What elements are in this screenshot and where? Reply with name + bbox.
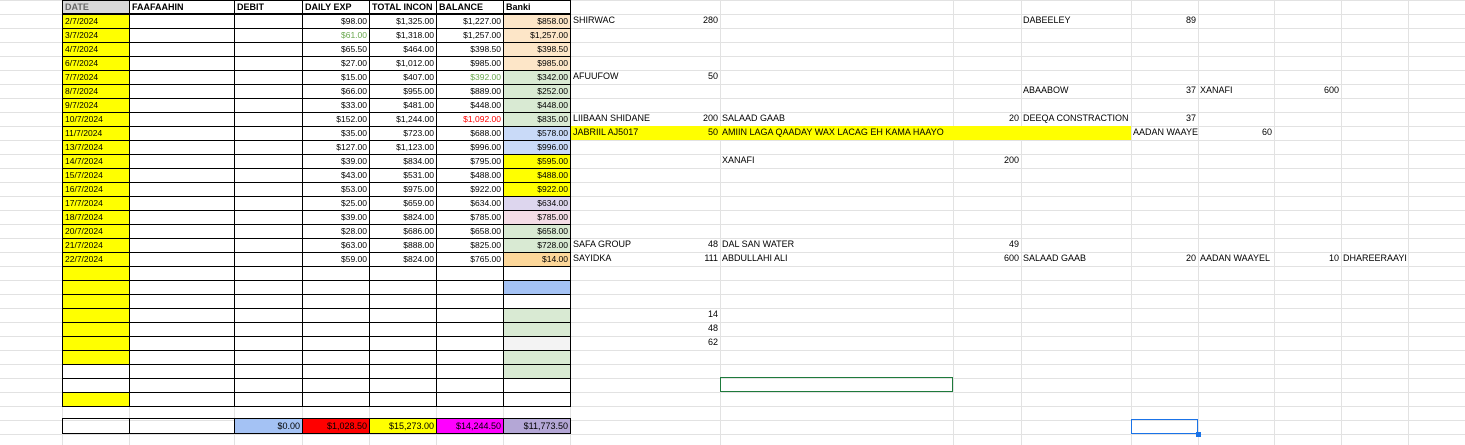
cell-faafaahin[interactable] (129, 168, 235, 183)
cell-date[interactable]: 16/7/2024 (62, 182, 130, 197)
note-sum-a[interactable]: 14 (707, 309, 718, 319)
cell-balance[interactable]: $889.00 (436, 84, 504, 99)
note-dhareeraayi-label[interactable]: DHAREERAAYI (1343, 253, 1407, 263)
cell-daily-exp[interactable]: $43.00 (302, 168, 370, 183)
cell-date[interactable]: 9/7/2024 (62, 98, 130, 113)
note-afuufow-value[interactable]: 50 (707, 71, 718, 81)
cell-banki[interactable]: $922.00 (503, 182, 571, 197)
cell-daily-exp[interactable]: $63.00 (302, 238, 370, 253)
header-banki[interactable]: Banki (503, 0, 571, 14)
cell-banki[interactable] (503, 378, 571, 393)
note-salaad-label[interactable]: SALAAD GAAB (722, 113, 786, 123)
cell-daily-exp[interactable] (302, 322, 370, 337)
cell-faafaahin[interactable] (129, 28, 235, 43)
cell-banki[interactable] (503, 336, 571, 351)
cell-faafaahin[interactable] (129, 70, 235, 85)
cell-faafaahin[interactable] (129, 364, 235, 379)
cell-faafaahin[interactable] (129, 378, 235, 393)
cell-daily-exp[interactable]: $65.50 (302, 42, 370, 57)
cell-balance[interactable]: $1,257.00 (436, 28, 504, 43)
cell-faafaahin[interactable] (129, 210, 235, 225)
cell-date[interactable]: 15/7/2024 (62, 168, 130, 183)
note-dalsan-label[interactable]: DAL SAN WATER (722, 239, 795, 249)
cell-total-income[interactable]: $464.00 (369, 42, 437, 57)
cell-banki[interactable] (503, 266, 571, 281)
cell-daily-exp[interactable] (302, 266, 370, 281)
note-xanafi-top-label[interactable]: XANAFI (1200, 85, 1233, 95)
cell-banki[interactable]: $858.00 (503, 14, 571, 29)
header-faafaahin[interactable]: FAAFAAHIN (129, 0, 235, 14)
cell-daily-exp[interactable]: $53.00 (302, 182, 370, 197)
cell-date[interactable] (62, 322, 130, 337)
cell-daily-exp[interactable] (302, 336, 370, 351)
cell-total-income[interactable] (369, 322, 437, 337)
cell-faafaahin[interactable] (129, 308, 235, 323)
cell-faafaahin[interactable] (129, 336, 235, 351)
cell-debit[interactable] (234, 210, 303, 225)
note-dabeeley-value[interactable]: 89 (1185, 15, 1196, 25)
cell-debit[interactable] (234, 266, 303, 281)
cell-total-income[interactable]: $824.00 (369, 210, 437, 225)
cell-date[interactable] (62, 392, 130, 407)
cell-date[interactable]: 13/7/2024 (62, 140, 130, 155)
cell-debit[interactable] (234, 252, 303, 267)
note-safa-label[interactable]: SAFA GROUP (573, 239, 632, 249)
cell-date[interactable] (62, 364, 130, 379)
note-afuufow-label[interactable]: AFUUFOW (573, 71, 619, 81)
cell-total-income[interactable]: $407.00 (369, 70, 437, 85)
cell-total-income[interactable] (369, 308, 437, 323)
cell-daily-exp[interactable] (302, 378, 370, 393)
cell-daily-exp[interactable] (302, 308, 370, 323)
cell-date[interactable] (62, 378, 130, 393)
cell-banki[interactable]: $985.00 (503, 56, 571, 71)
note-deeqa-label[interactable]: DEEQA CONSTRACTION (1023, 113, 1129, 123)
cell-banki[interactable]: $448.00 (503, 98, 571, 113)
cell-banki[interactable]: $658.00 (503, 224, 571, 239)
cell-banki[interactable]: $835.00 (503, 112, 571, 127)
cell-faafaahin[interactable] (129, 350, 235, 365)
cell-total-income[interactable]: $824.00 (369, 252, 437, 267)
cell-daily-exp[interactable]: $98.00 (302, 14, 370, 29)
cell-balance[interactable]: $448.00 (436, 98, 504, 113)
cell-total-income[interactable]: $531.00 (369, 168, 437, 183)
cell-date[interactable]: 10/7/2024 (62, 112, 130, 127)
cell-faafaahin[interactable] (129, 14, 235, 29)
cell-faafaahin[interactable] (129, 154, 235, 169)
cell-balance[interactable] (436, 266, 504, 281)
cell-debit[interactable] (234, 280, 303, 295)
cell-banki[interactable]: $488.00 (503, 168, 571, 183)
note-liibaan-label[interactable]: LIIBAAN SHIDANE (573, 113, 651, 123)
cell-debit[interactable] (234, 140, 303, 155)
note-xanafi-top-value[interactable]: 600 (1323, 85, 1339, 95)
cell-balance[interactable] (436, 378, 504, 393)
cell-date[interactable]: 7/7/2024 (62, 70, 130, 85)
cell-debit[interactable] (234, 126, 303, 141)
cell-daily-exp[interactable]: $27.00 (302, 56, 370, 71)
cell-banki[interactable] (503, 280, 571, 295)
cell-daily-exp[interactable] (302, 350, 370, 365)
cell-date[interactable]: 6/7/2024 (62, 56, 130, 71)
cell-balance[interactable]: $392.00 (436, 70, 504, 85)
cell-debit[interactable] (234, 364, 303, 379)
cell-total-income[interactable]: $659.00 (369, 196, 437, 211)
cell-date[interactable] (62, 308, 130, 323)
cell-daily-exp[interactable]: $33.00 (302, 98, 370, 113)
header-total-income[interactable]: TOTAL INCON (369, 0, 437, 14)
cell-balance[interactable] (436, 294, 504, 309)
cell-outline-green[interactable] (720, 377, 953, 392)
cell-balance[interactable]: $996.00 (436, 140, 504, 155)
note-abdullahi-label[interactable]: ABDULLAHI ALI (722, 253, 788, 263)
cell-banki[interactable]: $634.00 (503, 196, 571, 211)
cell-debit[interactable] (234, 294, 303, 309)
cell-date[interactable] (62, 280, 130, 295)
cell-debit[interactable] (234, 308, 303, 323)
cell-banki[interactable] (503, 322, 571, 337)
cell-daily-exp[interactable]: $61.00 (302, 28, 370, 43)
note-sum-c[interactable]: 62 (707, 337, 718, 347)
gridline (0, 434, 1465, 435)
cell-daily-exp[interactable]: $39.00 (302, 210, 370, 225)
note-abaabow-label[interactable]: ABAABOW (1023, 85, 1069, 95)
note-sayidka-value[interactable]: 111 (704, 253, 718, 263)
fill-handle[interactable] (1196, 432, 1201, 437)
cell-balance[interactable]: $398.50 (436, 42, 504, 57)
note-xanafi-label[interactable]: XANAFI (722, 155, 755, 165)
note-sayidka-label[interactable]: SAYIDKA (573, 253, 612, 263)
cell-total-income[interactable]: $1,012.00 (369, 56, 437, 71)
active-cell-selection[interactable] (1131, 419, 1198, 434)
cell-banki[interactable]: $1,257.00 (503, 28, 571, 43)
cell-balance[interactable] (436, 364, 504, 379)
cell-faafaahin[interactable] (129, 294, 235, 309)
cell-total-income[interactable] (369, 266, 437, 281)
cell-date[interactable] (62, 336, 130, 351)
cell-date[interactable]: 18/7/2024 (62, 210, 130, 225)
cell-total-income[interactable]: $723.00 (369, 126, 437, 141)
total-income[interactable]: $15,273.00 (369, 418, 437, 434)
cell-banki[interactable] (503, 392, 571, 407)
note-salaad-value[interactable]: 20 (1008, 113, 1019, 123)
cell-total-income[interactable]: $834.00 (369, 154, 437, 169)
cell-debit[interactable] (234, 14, 303, 29)
totals-date-cell[interactable] (62, 418, 130, 434)
cell-date[interactable]: 8/7/2024 (62, 84, 130, 99)
cell-date[interactable]: 21/7/2024 (62, 238, 130, 253)
cell-date[interactable] (62, 266, 130, 281)
cell-debit[interactable] (234, 182, 303, 197)
cell-balance[interactable] (436, 392, 504, 407)
header-daily-exp[interactable]: DAILY EXP (302, 0, 370, 14)
cell-faafaahin[interactable] (129, 112, 235, 127)
cell-daily-exp[interactable]: $152.00 (302, 112, 370, 127)
cell-balance[interactable]: $825.00 (436, 238, 504, 253)
cell-total-income[interactable]: $975.00 (369, 182, 437, 197)
cell-balance[interactable]: $765.00 (436, 252, 504, 267)
cell-date[interactable]: 2/7/2024 (62, 14, 130, 29)
cell-debit[interactable] (234, 322, 303, 337)
cell-debit[interactable] (234, 28, 303, 43)
cell-date[interactable]: 3/7/2024 (62, 28, 130, 43)
cell-faafaahin[interactable] (129, 266, 235, 281)
note-salaad2-label[interactable]: SALAAD GAAB (1023, 253, 1087, 263)
cell-banki[interactable]: $342.00 (503, 70, 571, 85)
cell-debit[interactable] (234, 168, 303, 183)
cell-banki[interactable]: $996.00 (503, 140, 571, 155)
cell-daily-exp[interactable]: $15.00 (302, 70, 370, 85)
cell-balance[interactable] (436, 336, 504, 351)
note-salaad2-value[interactable]: 20 (1185, 253, 1196, 263)
cell-debit[interactable] (234, 98, 303, 113)
cell-total-income[interactable]: $481.00 (369, 98, 437, 113)
cell-balance[interactable] (436, 308, 504, 323)
cell-total-income[interactable]: $1,244.00 (369, 112, 437, 127)
cell-date[interactable] (62, 350, 130, 365)
cell-debit[interactable] (234, 112, 303, 127)
cell-balance[interactable]: $1,092.00 (436, 112, 504, 127)
cell-balance[interactable]: $634.00 (436, 196, 504, 211)
note-dabeeley-label[interactable]: DABEELEY (1023, 15, 1071, 25)
note-aadanw-label[interactable]: AADAN WAAYEL (1200, 253, 1271, 263)
cell-total-income[interactable] (369, 378, 437, 393)
cell-date[interactable]: 17/7/2024 (62, 196, 130, 211)
cell-daily-exp[interactable]: $35.00 (302, 126, 370, 141)
total-banki[interactable]: $11,773.50 (503, 418, 571, 434)
cell-banki[interactable]: $398.50 (503, 42, 571, 57)
cell-date[interactable]: 22/7/2024 (62, 252, 130, 267)
totals-faafaahin-cell[interactable] (129, 418, 235, 434)
cell-balance[interactable] (436, 350, 504, 365)
cell-daily-exp[interactable]: $25.00 (302, 196, 370, 211)
note-dalsan-value[interactable]: 49 (1008, 239, 1019, 249)
cell-total-income[interactable] (369, 364, 437, 379)
total-daily-exp[interactable]: $1,028.50 (302, 418, 370, 434)
cell-balance[interactable]: $488.00 (436, 168, 504, 183)
cell-balance[interactable]: $1,227.00 (436, 14, 504, 29)
cell-banki[interactable]: $578.00 (503, 126, 571, 141)
cell-faafaahin[interactable] (129, 238, 235, 253)
cell-faafaahin[interactable] (129, 42, 235, 57)
cell-total-income[interactable] (369, 294, 437, 309)
cell-debit[interactable] (234, 392, 303, 407)
cell-faafaahin[interactable] (129, 182, 235, 197)
cell-debit[interactable] (234, 238, 303, 253)
cell-banki[interactable] (503, 308, 571, 323)
total-debit[interactable]: $0.00 (234, 418, 303, 434)
cell-faafaahin[interactable] (129, 196, 235, 211)
header-date[interactable]: DATE (62, 0, 130, 14)
note-jabriil-label[interactable]: JABRIIL AJ5017 (573, 127, 639, 137)
cell-faafaahin[interactable] (129, 322, 235, 337)
cell-daily-exp[interactable] (302, 364, 370, 379)
note-sum-b[interactable]: 48 (707, 323, 718, 333)
cell-debit[interactable] (234, 196, 303, 211)
cell-debit[interactable] (234, 56, 303, 71)
cell-faafaahin[interactable] (129, 280, 235, 295)
cell-debit[interactable] (234, 84, 303, 99)
note-shirwac-label[interactable]: SHIRWAC (573, 15, 616, 25)
note-aadan-value[interactable]: 60 (1261, 127, 1272, 137)
cell-daily-exp[interactable]: $66.00 (302, 84, 370, 99)
cell-daily-exp[interactable]: $59.00 (302, 252, 370, 267)
cell-banki[interactable]: $252.00 (503, 84, 571, 99)
note-abaabow-value[interactable]: 37 (1185, 85, 1196, 95)
note-liibaan-value[interactable]: 200 (702, 113, 718, 123)
cell-total-income[interactable]: $1,318.00 (369, 28, 437, 43)
cell-faafaahin[interactable] (129, 224, 235, 239)
cell-balance[interactable]: $658.00 (436, 224, 504, 239)
cell-balance[interactable]: $795.00 (436, 154, 504, 169)
cell-faafaahin[interactable] (129, 84, 235, 99)
total-balance[interactable]: $14,244.50 (436, 418, 504, 434)
cell-balance[interactable] (436, 322, 504, 337)
cell-total-income[interactable]: $1,325.00 (369, 14, 437, 29)
cell-banki[interactable] (503, 364, 571, 379)
cell-debit[interactable] (234, 350, 303, 365)
note-shirwac-value[interactable]: 280 (702, 15, 718, 25)
cell-date[interactable]: 14/7/2024 (62, 154, 130, 169)
cell-total-income[interactable]: $1,123.00 (369, 140, 437, 155)
cell-banki[interactable]: $595.00 (503, 154, 571, 169)
cell-date[interactable]: 4/7/2024 (62, 42, 130, 57)
note-jabriil-value[interactable]: 50 (707, 127, 718, 137)
cell-faafaahin[interactable] (129, 98, 235, 113)
cell-daily-exp[interactable] (302, 294, 370, 309)
note-deeqa-value[interactable]: 37 (1185, 113, 1196, 123)
cell-date[interactable]: 11/7/2024 (62, 126, 130, 141)
cell-date[interactable] (62, 294, 130, 309)
cell-banki[interactable]: $785.00 (503, 210, 571, 225)
note-aadanw-value[interactable]: 10 (1328, 253, 1339, 263)
note-abdullahi-value[interactable]: 600 (1003, 253, 1019, 263)
cell-total-income[interactable] (369, 336, 437, 351)
cell-total-income[interactable] (369, 350, 437, 365)
cell-faafaahin[interactable] (129, 140, 235, 155)
cell-debit[interactable] (234, 154, 303, 169)
cell-balance[interactable] (436, 280, 504, 295)
note-amiin-label[interactable]: AMIIN LAGA QAADAY WAX LACAG EH KAMA HAAYO (722, 127, 944, 137)
cell-date[interactable]: 20/7/2024 (62, 224, 130, 239)
cell-daily-exp[interactable]: $39.00 (302, 154, 370, 169)
cell-debit[interactable] (234, 224, 303, 239)
note-safa-value[interactable]: 48 (707, 239, 718, 249)
header-balance[interactable]: BALANCE (436, 0, 504, 14)
cell-faafaahin[interactable] (129, 252, 235, 267)
cell-banki[interactable] (503, 350, 571, 365)
cell-faafaahin[interactable] (129, 126, 235, 141)
cell-total-income[interactable] (369, 280, 437, 295)
cell-daily-exp[interactable] (302, 280, 370, 295)
cell-total-income[interactable]: $686.00 (369, 224, 437, 239)
cell-balance[interactable]: $985.00 (436, 56, 504, 71)
cell-balance[interactable]: $785.00 (436, 210, 504, 225)
cell-debit[interactable] (234, 70, 303, 85)
note-xanafi-value[interactable]: 200 (1003, 155, 1019, 165)
cell-banki[interactable] (503, 294, 571, 309)
cell-faafaahin[interactable] (129, 56, 235, 71)
header-debit[interactable]: DEBIT (234, 0, 303, 14)
cell-daily-exp[interactable]: $28.00 (302, 224, 370, 239)
cell-faafaahin[interactable] (129, 392, 235, 407)
cell-daily-exp[interactable]: $127.00 (302, 140, 370, 155)
cell-debit[interactable] (234, 378, 303, 393)
cell-balance[interactable]: $922.00 (436, 182, 504, 197)
cell-banki[interactable]: $728.00 (503, 238, 571, 253)
note-aadan-label[interactable]: AADAN WAAYE (1133, 127, 1198, 137)
cell-total-income[interactable] (369, 392, 437, 407)
cell-debit[interactable] (234, 336, 303, 351)
cell-total-income[interactable]: $888.00 (369, 238, 437, 253)
cell-daily-exp[interactable] (302, 392, 370, 407)
cell-banki[interactable]: $14.00 (503, 252, 571, 267)
cell-debit[interactable] (234, 42, 303, 57)
cell-balance[interactable]: $688.00 (436, 126, 504, 141)
cell-total-income[interactable]: $955.00 (369, 84, 437, 99)
